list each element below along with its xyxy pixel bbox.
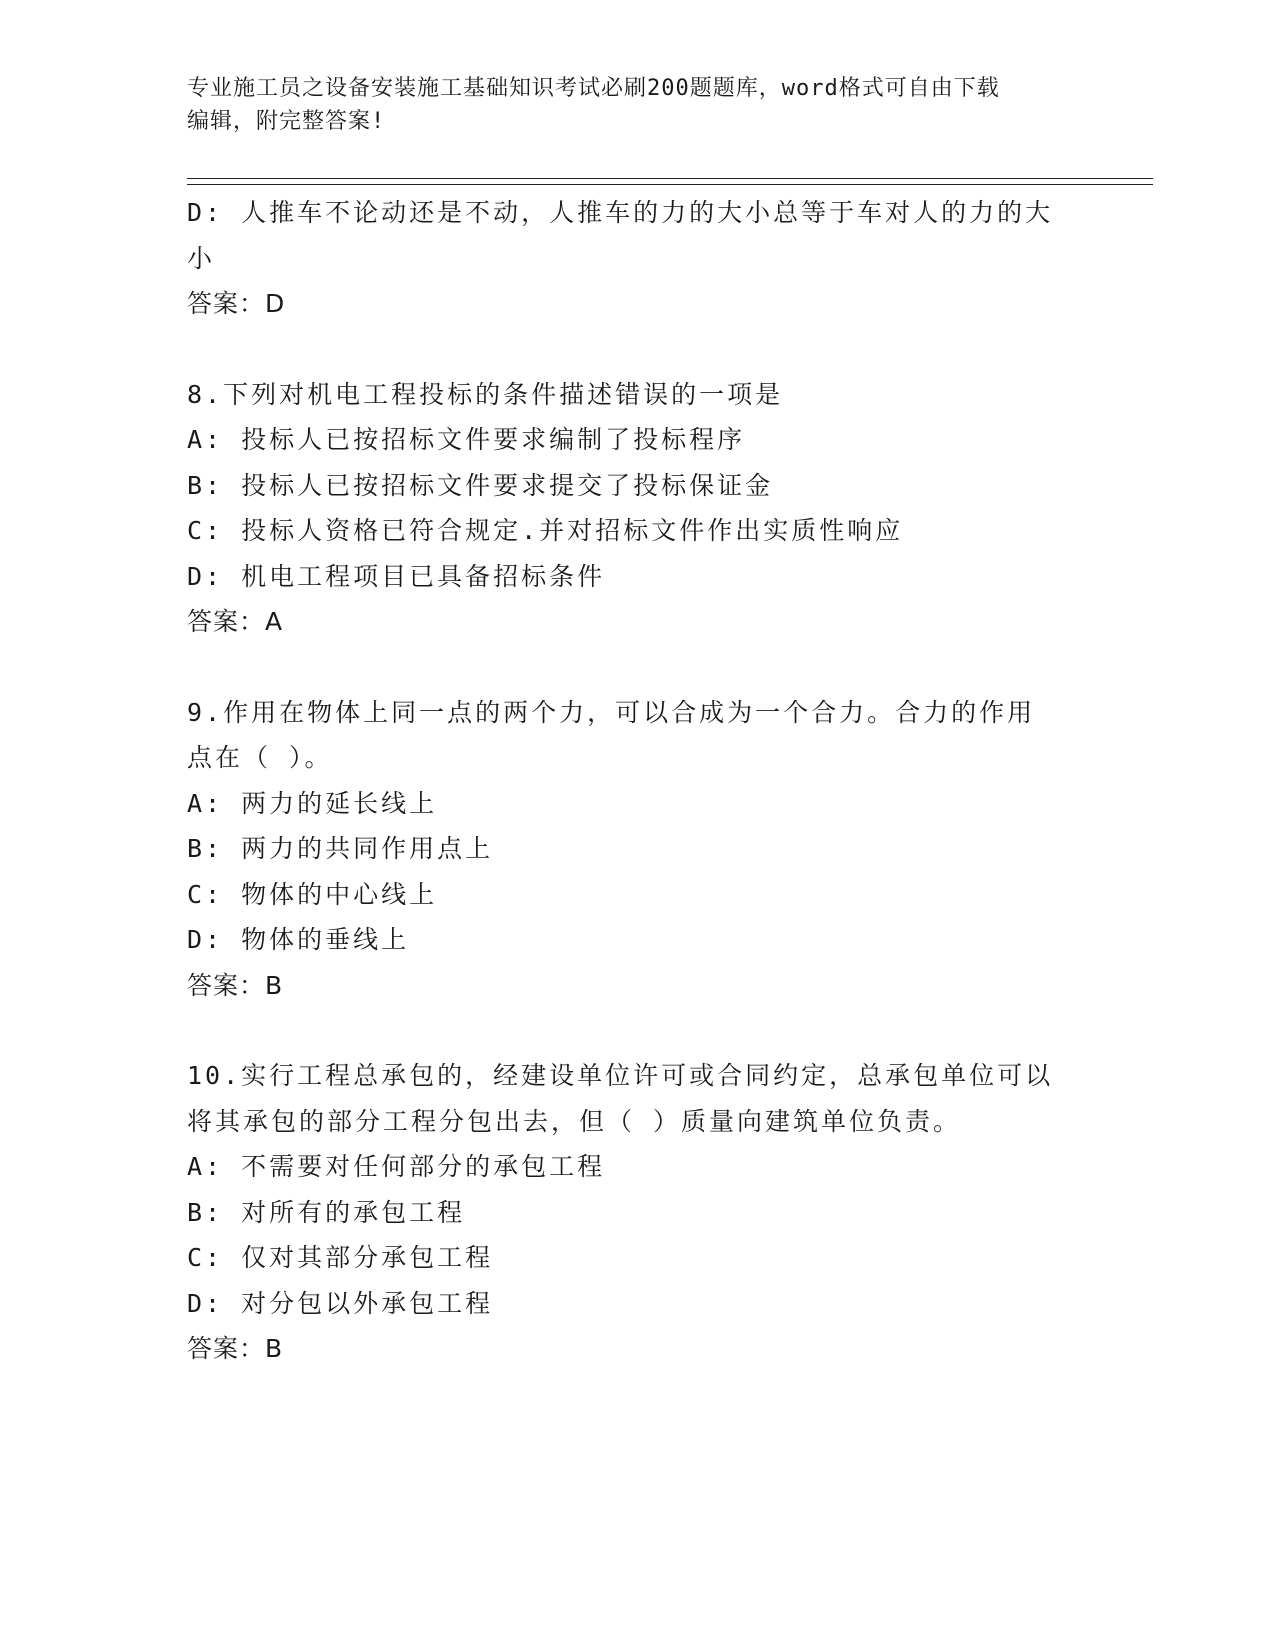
header-line-2: 编辑，附完整答案! [187, 109, 386, 134]
option-a: A: 两力的延长线上 [187, 788, 438, 818]
option-b: B: 对所有的承包工程 [187, 1197, 466, 1227]
answer-line: 答案：B [187, 970, 284, 1000]
option-d: D: 对分包以外承包工程 [187, 1288, 494, 1318]
option-a: A: 不需要对任何部分的承包工程 [187, 1152, 606, 1181]
option-b: B: 两力的共同作用点上 [187, 834, 494, 863]
question-stem-continued: 将其承包的部分工程分包出去，但（ ）质量向建筑单位负责。 [187, 1106, 962, 1136]
question-7-tail [187, 190, 1067, 327]
option-d: D: 机电工程项目已具备招标条件 [187, 561, 606, 591]
option-c: C: 物体的中心线上 [187, 879, 438, 909]
answer-line: 答案：A [187, 607, 284, 636]
option-c: C: 投标人资格已符合规定.并对招标文件作出实质性响应 [187, 516, 904, 545]
option-d-continued: 小 [187, 243, 216, 273]
answer-line: 答案：D [187, 289, 286, 318]
question-stem: 9.作用在物体上同一点的两个力，可以合成为一个合力。合力的作用 [187, 697, 1036, 727]
page-header [187, 72, 1087, 138]
question-10 [187, 1053, 1067, 1372]
document-body [187, 190, 1067, 1372]
option-a: A: 投标人已按招标文件要求编制了投标程序 [187, 425, 746, 454]
answer-line: 答案：B [187, 1334, 284, 1363]
header-double-rule [187, 178, 1153, 185]
option-c: C: 仅对其部分承包工程 [187, 1243, 494, 1272]
question-stem: 8.下列对机电工程投标的条件描述错误的一项是 [187, 379, 784, 409]
option-b: B: 投标人已按招标文件要求提交了投标保证金 [187, 470, 774, 500]
option-d: D: 物体的垂线上 [187, 925, 410, 954]
question-9 [187, 690, 1067, 1009]
question-stem: 10.实行工程总承包的，经建设单位许可或合同约定，总承包单位可以 [187, 1061, 1054, 1090]
header-line-1: 专业施工员之设备安装施工基础知识考试必刷200题题库，word格式可自由下载 [187, 76, 1000, 101]
question-stem-continued: 点在（ ）。 [187, 743, 333, 772]
question-8 [187, 372, 1067, 645]
option-d: D: 人推车不论动还是不动，人推车的力的大小总等于车对人的力的大 [187, 198, 1054, 227]
